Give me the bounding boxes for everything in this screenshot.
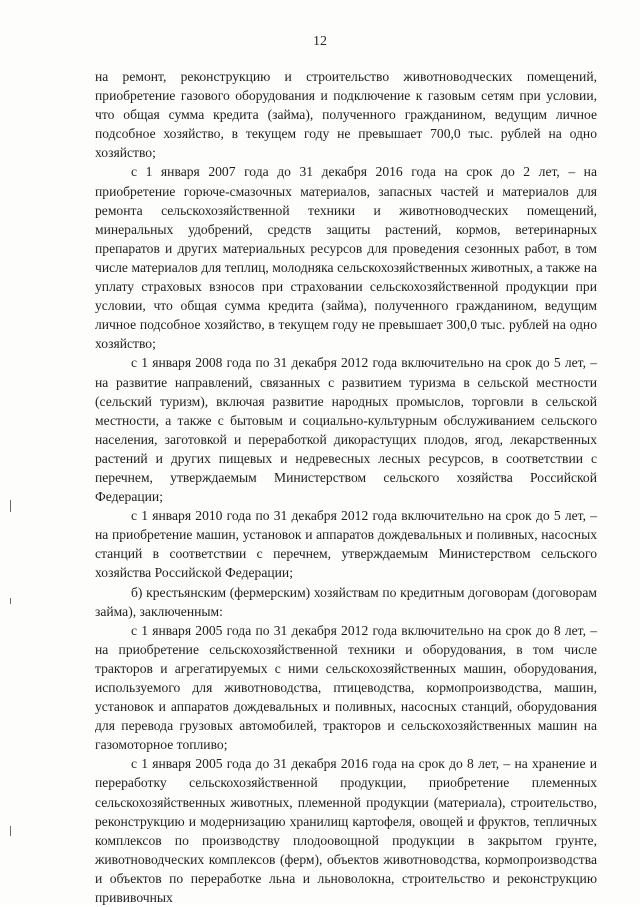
paragraph: с 1 января 2010 года по 31 декабря 2012 года включительно на срок до 5 лет, – на приобретение машин, установок и аппаратов дождевальных и поливных, насосных станций в соответствии с перечнем, утверждаемым Министерством сельского хозяйства Российской Федерации; — [95, 508, 597, 581]
body-text — [95, 67, 597, 907]
paragraph: б) крестьянским (фермерским) хозяйствам по кредитным договорам (договорам займа), заключенным: — [95, 584, 597, 619]
paragraph: на ремонт, реконструкцию и строительство животноводческих помещений, приобретение газового оборудования и подключение к газовым сетям при условии, что общая сумма кредита (займа), полученного гражданином, ведущим личное подсобное хозяйство, в текущем году не превышает 700,0 тыс. рублей на одно хозяйство; — [95, 69, 597, 161]
paragraph: с 1 января 2005 года до 31 декабря 2016 года на срок до 8 лет, – на хранение и переработку сельскохозяйственной продукции, приобретение племенных сельскохозяйственных животных, племенной продукции (материала), строительство, реконструкцию и модернизацию хранилищ картофеля, овощей и фруктов, тепличных комплексов по производству плодоовощной продукции в закрытом грунте, животноводческих комплексов (ферм), объектов животноводства, кормопроизводства и объектов по переработке льна и льноволокна, строительство и реконструкцию прививочных — [95, 756, 597, 906]
paragraph: с 1 января 2008 года по 31 декабря 2012 года включительно на срок до 5 лет, – на развитие направлений, связанных с развитием туризма в сельской местности (сельский туризм), включая развитие народных промыслов, торговли в сельской местности, а также с бытовым и социально-культурным обслуживанием сельского населения, заготовкой и переработкой дикорастущих плодов, ягод, лекарственных растений и других пищевых и недревесных лесных ресурсов, в соответствии с перечнем, утверждаемым Министерством сельского хозяйства Российской Федерации; — [95, 355, 597, 505]
paragraph: с 1 января 2005 года по 31 декабря 2012 года включительно на срок до 8 лет, – на приобретение сельскохозяйственной техники и оборудования, в том числе тракторов и агрегатируемых с ними сельскохозяйственных машин, оборудования, используемого для животноводства, птицеводства, кормопроизводства, машин, установок и аппаратов дождевальных и поливных, насосных станций, оборудования для перевода грузовых автомобилей, тракторов и сельскохозяйственных машин на газомоторное топливо; — [95, 622, 597, 753]
margin-mark — [10, 500, 11, 512]
page-number: 12 — [313, 34, 327, 49]
margin-mark — [10, 598, 11, 604]
paragraph: с 1 января 2007 года до 31 декабря 2016 года на срок до 2 лет, – на приобретение горюче-смазочных материалов, запасных частей и материалов для ремонта сельскохозяйственной техники и животноводческих помещений, минеральных удобрений, средств защиты растений, кормов, ветеринарных препаратов и других материальных ресурсов для проведения сезонных работ, в том числе материалов для теплиц, молодняка сельскохозяйственных животных, а также на уплату страховых взносов при страховании сельскохозяйственной продукции при условии, что общая сумма кредита (займа), полученного гражданином, ведущим личное подсобное хозяйство, в текущем году не превышает 300,0 тыс. рублей на одно хозяйство; — [95, 164, 597, 352]
margin-mark — [10, 826, 11, 836]
